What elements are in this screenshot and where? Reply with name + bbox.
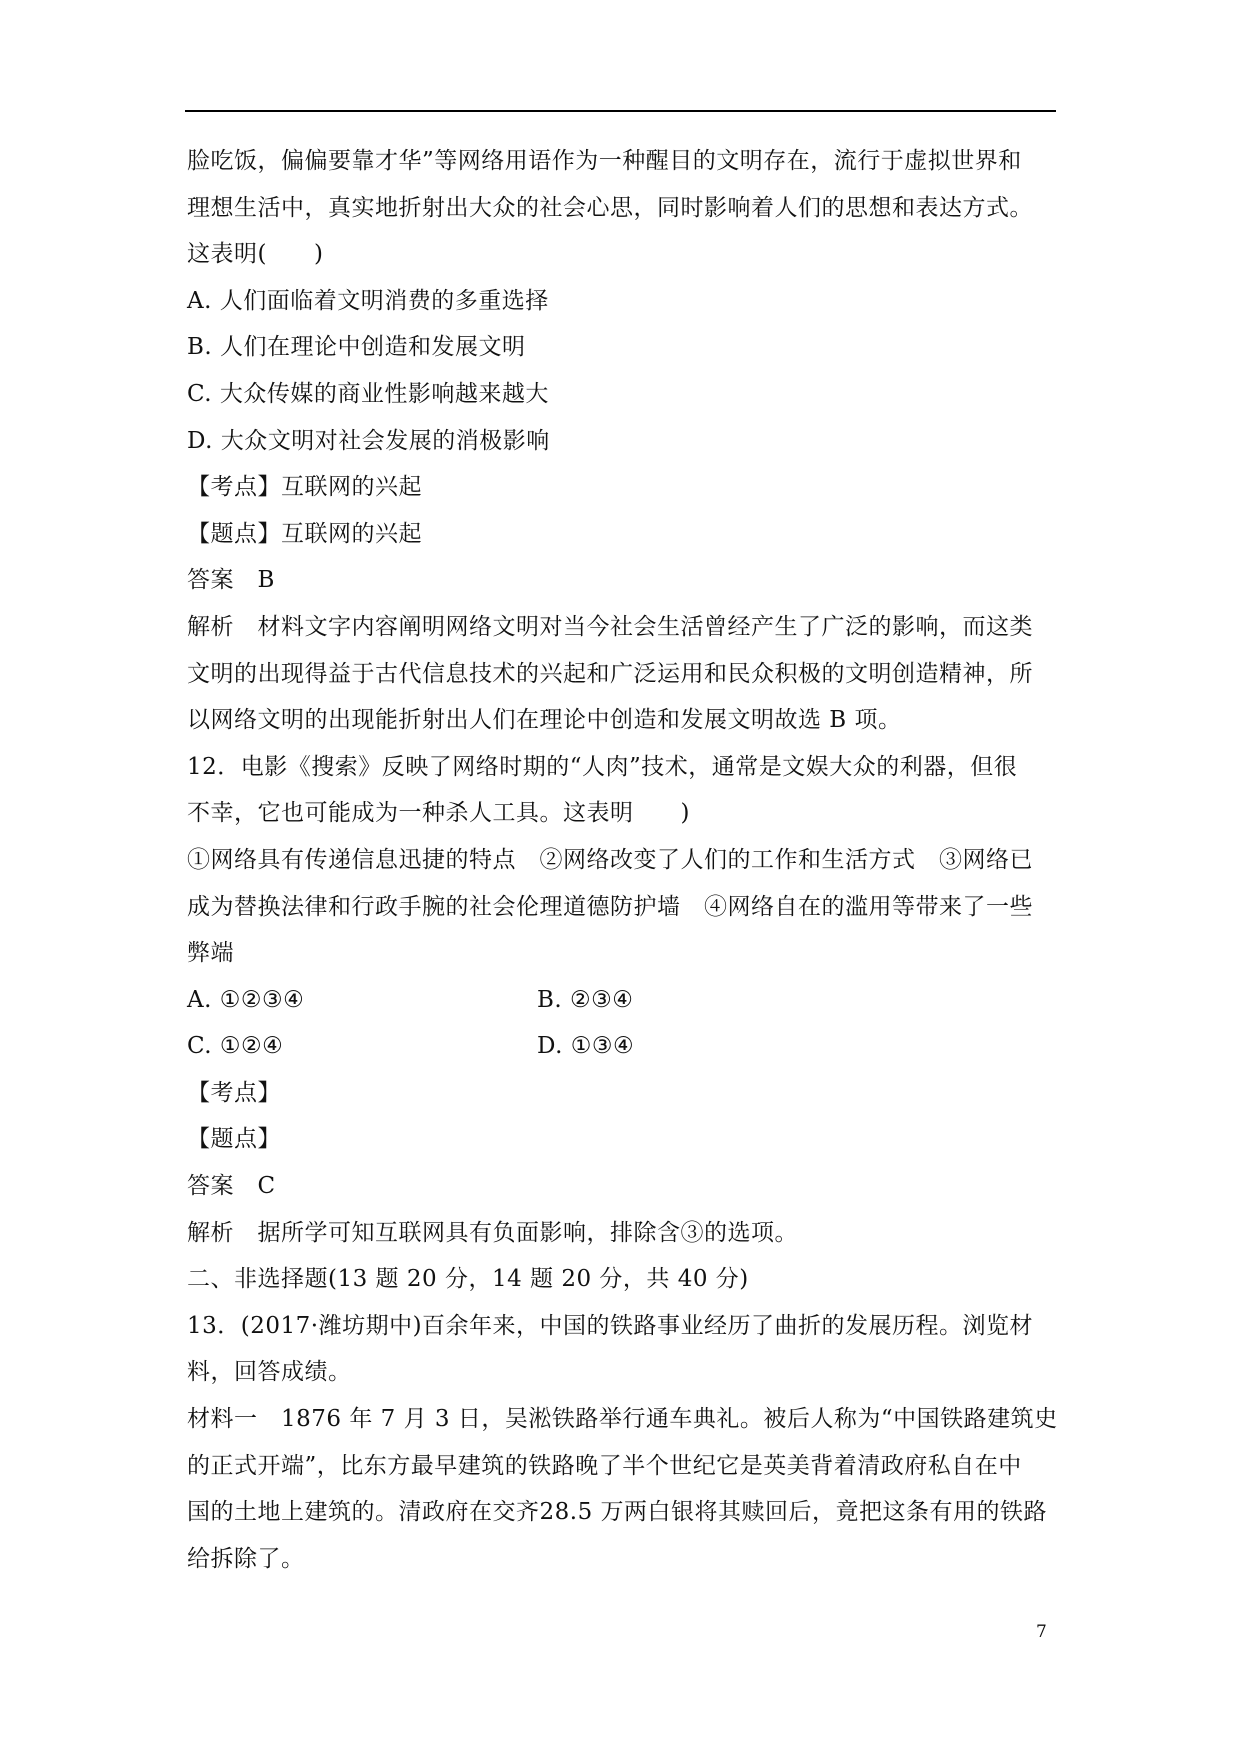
material-line: 的正式开端”，比东方最早建筑的铁路晚了半个世纪它是英美背着清政府私自在中 xyxy=(187,1452,1022,1479)
question-13-line: 料，回答成绩。 xyxy=(187,1359,352,1386)
question-12-line: 不幸，它也可能成为一种杀人工具。这表明 ) xyxy=(187,800,690,827)
answer-line: 答案 B xyxy=(187,567,275,594)
page-number: 7 xyxy=(1036,1622,1047,1642)
material-line: 给拆除了。 xyxy=(187,1545,305,1572)
q12-option-b: B. ②③④ xyxy=(537,986,634,1013)
question-12-line: 12．电影《搜索》反映了网络时期的“人肉”技术，通常是文娱大众的利器，但很 xyxy=(187,753,1018,780)
kaodian-label: 【考点】互联网的兴起 xyxy=(187,474,422,501)
text-line: 理想生活中，真实地折射出大众的社会心思，同时影响着人们的思想和表达方式。 xyxy=(187,194,1033,221)
option-d: D. 大众文明对社会发展的消极影响 xyxy=(187,427,550,454)
analysis-line: 解析 材料文字内容阐明网络文明对当今社会生活曾经产生了广泛的影响，而这类 xyxy=(187,613,1033,640)
option-b: B. 人们在理论中创造和发展文明 xyxy=(187,334,526,361)
option-c: C. 大众传媒的商业性影响越来越大 xyxy=(187,380,549,407)
kaodian-label: 【考点】 xyxy=(187,1079,281,1106)
analysis-line: 文明的出现得益于古代信息技术的兴起和广泛运用和民众积极的文明创造精神，所 xyxy=(187,660,1033,687)
header-rule xyxy=(185,110,1056,112)
analysis-line: 以网络文明的出现能折射出人们在理论中创造和发展文明故选 B 项。 xyxy=(187,707,902,734)
question-stem: 这表明( ) xyxy=(187,241,324,268)
q12-options-row-1 xyxy=(187,985,1067,1015)
section-heading: 二、非选择题(13 题 20 分，14 题 20 分，共 40 分) xyxy=(187,1266,749,1293)
tidian-label: 【题点】 xyxy=(187,1126,281,1153)
q12-option-c: C. ①②④ xyxy=(187,1033,284,1060)
question-12-statements: 弊端 xyxy=(187,940,234,967)
question-12-statements: 成为替换法律和行政手腕的社会伦理道德防护墙 ④网络自在的滥用等带来了一些 xyxy=(187,893,1033,920)
material-line: 国的土地上建筑的。清政府在交齐28.5 万两白银将其赎回后，竟把这条有用的铁路 xyxy=(187,1499,1048,1526)
q12-options-row-2 xyxy=(187,1031,1067,1061)
question-12-statements: ①网络具有传递信息迅捷的特点 ②网络改变了人们的工作和生活方式 ③网络已 xyxy=(187,846,1033,873)
q12-option-a: A. ①②③④ xyxy=(187,986,305,1013)
text-line: 脸吃饭，偏偏要靠才华”等网络用语作为一种醒目的文明存在，流行于虚拟世界和 xyxy=(187,148,1022,174)
answer-line: 答案 C xyxy=(187,1173,276,1200)
question-13-line: 13．(2017·潍坊期中)百余年来，中国的铁路事业经历了曲折的发展历程。浏览材 xyxy=(187,1312,1034,1339)
tidian-label: 【题点】互联网的兴起 xyxy=(187,520,422,547)
option-a: A. 人们面临着文明消费的多重选择 xyxy=(187,287,549,314)
q12-option-d: D. ①③④ xyxy=(537,1033,635,1060)
page-content xyxy=(187,146,1067,1590)
analysis-line: 解析 据所学可知互联网具有负面影响，排除含③的选项。 xyxy=(187,1219,798,1246)
material-line: 材料一 1876 年 7 月 3 日，吴淞铁路举行通车典礼。被后人称为“中国铁路建筑史 xyxy=(187,1406,1058,1433)
